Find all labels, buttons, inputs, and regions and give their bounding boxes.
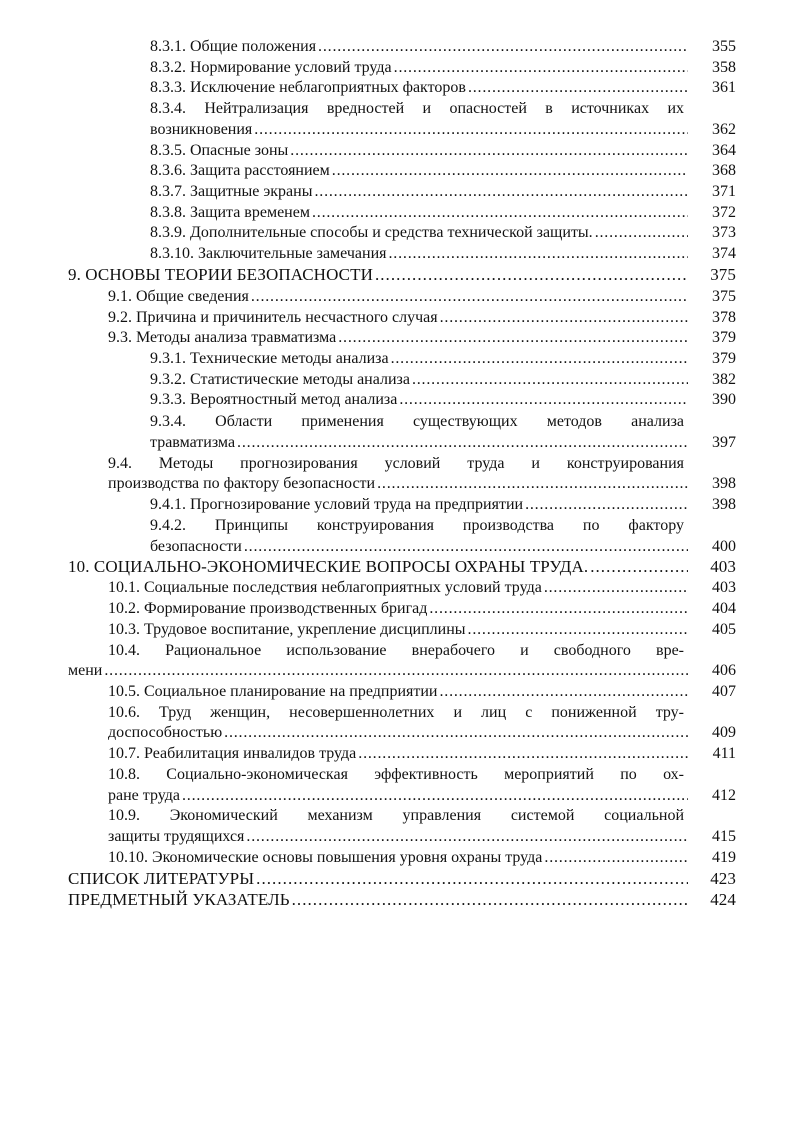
toc-entry-page: 403	[712, 579, 736, 596]
toc-entry-page: 371	[712, 183, 736, 200]
toc-entry-9-3	[108, 328, 736, 348]
toc-entry-page: 390	[712, 391, 736, 408]
toc-entry-title: 9.3.3. Вероятностный метод анализа	[150, 391, 398, 408]
toc-leader-dots	[256, 869, 688, 889]
toc-leader-dots	[332, 161, 688, 181]
toc-entry-8-3-9	[150, 223, 736, 243]
toc-entry-9-4-2-line1: 9.4.2. Принципы конструирования производства по фактору	[150, 517, 684, 534]
toc-entry-title: 10.10. Экономические основы повышения уровня охраны труда	[108, 849, 543, 866]
toc-entry-page: 358	[712, 59, 736, 76]
toc-entry-title: 8.3.2. Нормирование условий труда	[150, 59, 392, 76]
toc-leader-dots	[389, 244, 689, 264]
toc-entry-10-3	[108, 620, 736, 640]
toc-leader-dots	[254, 120, 688, 140]
toc-entry-page: 379	[712, 350, 736, 367]
toc-entry-9-4-1	[150, 495, 736, 515]
toc-entry-title: 8.3.5. Опасные зоны	[150, 142, 289, 159]
toc-leader-dots	[394, 58, 688, 78]
toc-entry-title: 10.1. Социальные последствия неблагоприятных условий труда	[108, 579, 542, 596]
toc-entry-10-9-line1: 10.9. Экономический механизм управления системой социальной	[108, 807, 684, 824]
toc-entry-10-4-line1: 10.4. Рациональное использование внерабочего и свободного вре-	[108, 642, 684, 659]
toc-entry-title: 8.3.9. Дополнительные способы и средства технической защиты.	[150, 224, 593, 241]
toc-leader-dots	[544, 848, 688, 868]
toc-leader-dots	[399, 390, 688, 410]
toc-entry-title: 10.5. Социальное планирование на предприятии	[108, 683, 438, 700]
toc-bibliography	[68, 869, 736, 889]
toc-entry-8-3-5	[150, 141, 736, 161]
toc-entry-page: 424	[710, 890, 736, 909]
toc-entry-10-6	[108, 723, 736, 743]
toc-entry-8-3-4	[150, 120, 736, 140]
toc-entry-page: 398	[712, 475, 736, 492]
toc-entry-9-2	[108, 308, 736, 328]
toc-entry-9-4-2	[150, 537, 736, 557]
toc-entry-page: 375	[710, 265, 736, 284]
toc-entry-page: 368	[712, 162, 736, 179]
toc-leader-dots	[440, 308, 688, 328]
toc-entry-title: 10.2. Формирование производственных бригад	[108, 600, 428, 617]
toc-entry-9-1	[108, 287, 736, 307]
toc-leader-dots	[525, 495, 688, 515]
toc-entry-title: 9.1. Общие сведения	[108, 288, 249, 305]
toc-leader-dots	[290, 141, 688, 161]
toc-entry-page: 364	[712, 142, 736, 159]
toc-leader-dots	[412, 370, 688, 390]
toc-entry-8-3-4-line1: 8.3.4. Нейтрализация вредностей и опасностей в источниках их	[150, 100, 684, 117]
toc-leader-dots	[439, 682, 688, 702]
toc-entry-title: 9.3.1. Технические методы анализа	[150, 350, 389, 367]
toc-chapter-9	[68, 265, 736, 285]
toc-entry-10-7	[108, 744, 736, 764]
toc-entry-title: 8.3.7. Защитные экраны	[150, 183, 313, 200]
toc-entry-8-3-3	[150, 78, 736, 98]
toc-entry-10-1	[108, 578, 736, 598]
toc-entry-8-3-2	[150, 58, 736, 78]
toc-entry-9-3-3	[150, 390, 736, 410]
toc-entry-10-8	[108, 786, 736, 806]
toc-entry-title: 8.3.1. Общие положения	[150, 38, 317, 55]
toc-leader-dots	[244, 537, 688, 557]
toc-entry-10-8-line1: 10.8. Социально-экономическая эффективность мероприятий по ох-	[108, 766, 684, 783]
toc-leader-dots	[104, 661, 688, 681]
toc-leader-dots	[595, 223, 688, 243]
toc-entry-9-3-4-line1: 9.3.4. Области применения существующих методов анализа	[150, 413, 684, 430]
toc-entry-8-3-8	[150, 203, 736, 223]
toc-entry-page: 374	[712, 245, 736, 262]
toc-entry-page: 400	[712, 538, 736, 555]
toc-entry-9-4	[108, 474, 736, 494]
toc-leader-dots	[391, 349, 688, 369]
toc-entry-page: 372	[712, 204, 736, 221]
toc-entry-title: ПРЕДМЕТНЫЙ УКАЗАТЕЛЬ	[68, 890, 290, 909]
toc-leader-dots	[237, 433, 688, 453]
toc-entry-page: 423	[710, 869, 736, 888]
toc-entry-10-6-line1: 10.6. Труд женщин, несовершеннолетних и лиц с пониженной тру-	[108, 704, 684, 721]
toc-chapter-10	[68, 557, 736, 577]
toc-entry-10-10	[108, 848, 736, 868]
toc-entry-title: СПИСОК ЛИТЕРАТУРЫ	[68, 869, 255, 888]
toc-entry-8-3-10	[150, 244, 736, 264]
toc-entry-title: 9. ОСНОВЫ ТЕОРИИ БЕЗОПАСНОСТИ	[68, 265, 373, 284]
toc-leader-dots	[292, 890, 688, 910]
toc-entry-title: 9.2. Причина и причинитель несчастного случая	[108, 309, 438, 326]
toc-entry-8-3-7	[150, 182, 736, 202]
toc-leader-dots	[590, 557, 688, 577]
toc-entry-title: 9.4.1. Прогнозирование условий труда на предприятии	[150, 496, 524, 513]
toc-leader-dots	[312, 203, 688, 223]
toc-entry-page: 419	[712, 849, 736, 866]
toc-entry-title: 10.3. Трудовое воспитание, укрепление дисциплины	[108, 621, 466, 638]
toc-entry-9-3-4	[150, 433, 736, 453]
toc-entry-page: 415	[712, 828, 736, 845]
toc-entry-title: 9.3.2. Статистические методы анализа	[150, 371, 410, 388]
toc-entry-title: защиты трудящихся	[108, 828, 245, 845]
toc-entry-page: 355	[712, 38, 736, 55]
toc-entry-title: возникновения	[150, 121, 253, 138]
toc-leader-dots	[318, 37, 688, 57]
toc-entry-9-3-1	[150, 349, 736, 369]
toc-leader-dots	[251, 287, 688, 307]
toc-leader-dots	[429, 599, 688, 619]
toc-entry-title: доспособностью	[108, 724, 223, 741]
toc-entry-title: 8.3.3. Исключение неблагоприятных факторов	[150, 79, 466, 96]
toc-entry-title: 8.3.6. Защита расстоянием	[150, 162, 330, 179]
toc-entry-title: производства по фактору безопасности	[108, 475, 376, 492]
toc-entry-page: 406	[712, 662, 736, 679]
toc-entry-title: 9.3. Методы анализа травматизма	[108, 329, 337, 346]
toc-entry-title: 8.3.8. Защита временем	[150, 204, 310, 221]
toc-entry-title: мени	[68, 662, 103, 679]
toc-entry-page: 362	[712, 121, 736, 138]
toc-entry-9-4-line1: 9.4. Методы прогнозирования условий труда и конструирования	[108, 455, 684, 472]
toc-entry-page: 409	[712, 724, 736, 741]
toc-leader-dots	[544, 578, 688, 598]
toc-entry-page: 403	[710, 557, 736, 576]
toc-entry-10-9	[108, 827, 736, 847]
toc-entry-page: 412	[712, 787, 736, 804]
toc-entry-10-2	[108, 599, 736, 619]
toc-leader-dots	[338, 328, 688, 348]
toc-leader-dots	[358, 744, 688, 764]
toc-entry-page: 398	[712, 496, 736, 513]
toc-entry-title: безопасности	[150, 538, 242, 555]
toc-entry-page: 404	[712, 600, 736, 617]
toc-entry-page: 375	[712, 288, 736, 305]
toc-entry-8-3-6	[150, 161, 736, 181]
toc-entry-page: 378	[712, 309, 736, 326]
toc-entry-title: 8.3.10. Заключительные замечания	[150, 245, 387, 262]
toc-entry-page: 411	[712, 745, 736, 762]
toc-leader-dots	[182, 786, 688, 806]
toc-leader-dots	[468, 78, 688, 98]
toc-leader-dots	[224, 723, 688, 743]
toc-leader-dots	[314, 182, 688, 202]
toc-entry-page: 407	[712, 683, 736, 700]
toc-entry-8-3-1	[150, 37, 736, 57]
toc-entry-page: 379	[712, 329, 736, 346]
toc-leader-dots	[377, 474, 688, 494]
toc-entry-page: 405	[712, 621, 736, 638]
toc-subject-index	[68, 890, 736, 910]
toc-entry-10-5	[108, 682, 736, 702]
toc-entry-title: травматизма	[150, 434, 236, 451]
toc-entry-page: 382	[712, 371, 736, 388]
toc-entry-page: 397	[712, 434, 736, 451]
toc-leader-dots	[246, 827, 688, 847]
toc-leader-dots	[468, 620, 688, 640]
toc-entry-10-4	[68, 661, 736, 681]
toc-entry-title: 10.7. Реабилитация инвалидов труда	[108, 745, 357, 762]
toc-entry-9-3-2	[150, 370, 736, 390]
toc-entry-title: 10. СОЦИАЛЬНО-ЭКОНОМИЧЕСКИЕ ВОПРОСЫ ОХРАНЫ ТРУДА.	[68, 557, 589, 576]
toc-entry-page: 361	[712, 79, 736, 96]
toc-entry-title: ране труда	[108, 787, 180, 804]
toc-entry-page: 373	[712, 224, 736, 241]
toc-leader-dots	[375, 265, 688, 285]
